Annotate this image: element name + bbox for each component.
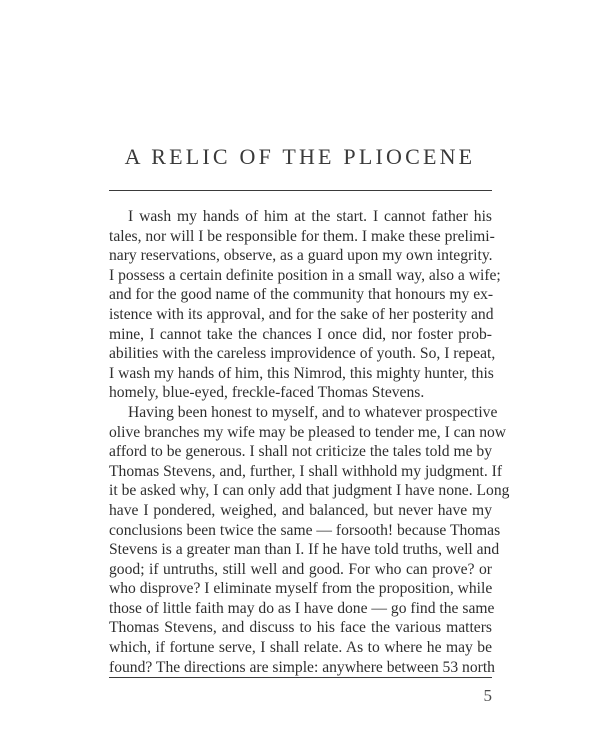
text-line: Thomas Stevens, and discuss to his face the various matters <box>109 619 492 637</box>
text-line: found? The directions are simple: anywhere between 53 north <box>109 658 495 676</box>
text-line: good; if untruths, still well and good. For who can prove? or <box>109 560 492 578</box>
text-line: I possess a certain definite position in a small way, also a wife; <box>109 266 501 284</box>
chapter-title: A RELIC OF THE PLIOCENE <box>124 144 476 169</box>
text-line: afford to be generous. I shall not criticize the tales told me by <box>109 443 492 461</box>
text-line: I wash my hands of him, this Nimrod, this mighty hunter, this <box>109 364 494 382</box>
footer-divider <box>109 677 492 678</box>
text-line: which, if fortune serve, I shall relate. As to where he may be <box>109 639 492 657</box>
page-number: 5 <box>483 686 492 705</box>
text-line: Having been honest to myself, and to whatever prospective <box>128 403 498 421</box>
text-line: mine, I cannot take the chances I once did, nor foster prob- <box>109 325 492 343</box>
text-line: and for the good name of the community that honours my ex- <box>109 286 494 304</box>
text-line: olive branches my wife may be pleased to tender me, I can now <box>109 423 507 441</box>
title-divider <box>109 190 492 191</box>
text-line: nary reservations, observe, as a guard upon my own integrity. <box>109 247 493 265</box>
text-line: homely, blue-eyed, freckle-faced Thomas Stevens. <box>109 384 425 402</box>
text-line: who disprove? I eliminate myself from the proposition, while <box>109 580 493 598</box>
text-line: I wash my hands of him at the start. I cannot father his <box>128 208 492 225</box>
text-line: conclusions been twice the same — forsooth! because Thomas <box>109 521 501 539</box>
text-line: tales, nor will I be responsible for them. I make these prelimi- <box>109 227 495 245</box>
text-line: have I pondered, weighed, and balanced, but never have my <box>109 501 492 519</box>
text-line: it be asked why, I can only add that judgment I have none. Long <box>109 482 510 500</box>
text-line: Thomas Stevens, and, further, I shall withhold my judgment. If <box>109 462 503 480</box>
body-text <box>109 207 510 677</box>
text-line: abilities with the careless improvidence of youth. So, I repeat, <box>109 345 496 363</box>
text-line: istence with its approval, and for the sake of her posterity and <box>109 305 494 323</box>
text-line: Stevens is a greater man than I. If he have told truths, well and <box>109 541 500 559</box>
text-line: those of little faith may do as I have done — go find the same <box>109 599 495 617</box>
